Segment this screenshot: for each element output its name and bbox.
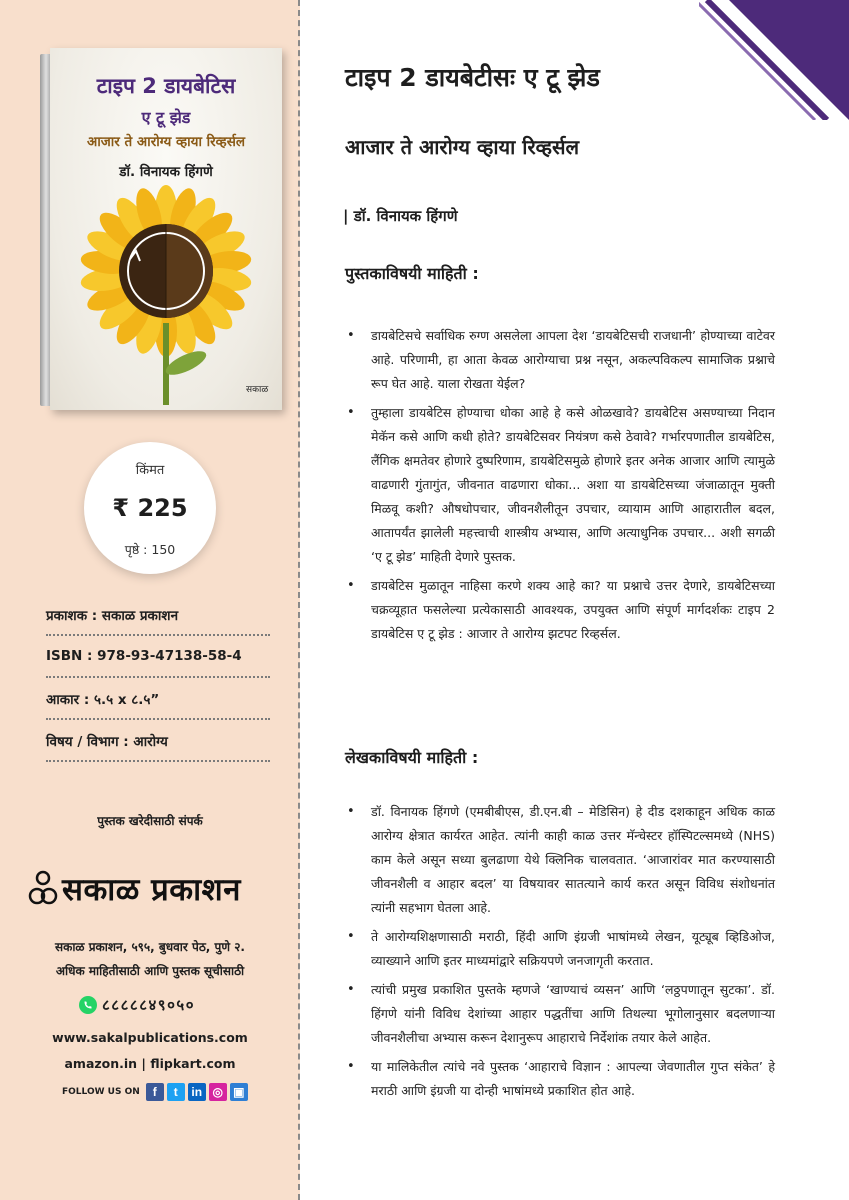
cover-publisher-mark: सकाळ — [246, 385, 269, 395]
linkedin-icon[interactable]: in — [188, 1083, 206, 1101]
divider — [46, 676, 270, 678]
list-item: • डायबेटिसचे सर्वाधिक रुग्ण असलेला आपला देश ‘डायबेटिसची राजधानी’ होण्याच्या वाटेवर आहे. परिणामी, हा आता केवळ आरोग्याचा प्रश्न नसून, अकल्पविकल्प सामाजिक प्रश्नाचे रूप घेत आहे. याला रोखता येईल? — [345, 324, 775, 396]
list-item: • डॉ. विनायक हिंगणे (एमबीबीएस, डी.एन.बी – मेडिसिन) हे दीड दशकाहून अधिक काळ आरोग्य क्षेत्रात कार्यरत आहेत. त्यांनी काही काळ उत्तर मॅन्चेस्टर हॉस्पिटल्समध्ये (NHS) काम केले असून सध्या बुलढाणा येथे क्लिनिक चालवतात. ‘आजारांवर मात करण्यासाठी जीवनशैली व आहार बदल’ या विषयावर सातत्याने कार्य करत असून विविध संशोधनांत त्यांनी सहभाग घेतला आहे. — [345, 800, 775, 920]
info-line: अधिक माहितीसाठी आणि पुस्तक सूचीसाठी — [55, 964, 245, 978]
social-row — [62, 1083, 251, 1101]
divider — [46, 634, 270, 636]
cover-title: टाइप 2 डायबेटिस — [96, 74, 236, 98]
list-item: • तुम्हाला डायबेटिस होण्याचा धोका आहे हे कसे ओळखावे? डायबेटिस असण्याच्या निदान मेकॅन कसे आणि कधी होते? डायबेटिसवर नियंत्रण कसे ठेवावे? गर्भारपणातील डायबेटिस, लैंगिक क्षमतेवर होणारे दुष्परिणाम, डायबेटिसमुळे होणारे इतर अनेक आजार आणि त्यामुळे वाढणारी गुंतागुंत, जीवनात वाढणारा धोका... अशा या डायबेटिसच्या जंजाळातून मुक्ती मिळवू कशी? औषधोपचार, जीवनशैलीतून उपचार, व्यायाम आणि आहारातील बदल, आतापर्यंत झालेली महत्त्वाची शास्त्रीय अभ्यास, आणि अत्याधुनिक उपचार... अशी सगळी ‘ए टू झेड’ माहिती देणारे पुस्तक. — [345, 401, 775, 569]
page-count: पृष्ठे : 150 — [124, 542, 176, 557]
phone-row[interactable] — [78, 995, 195, 1015]
book-cover — [50, 48, 282, 410]
divider — [46, 760, 270, 762]
publisher-logo — [28, 868, 241, 910]
sidebar — [0, 0, 300, 1200]
facebook-icon[interactable]: f — [146, 1083, 164, 1101]
list-item: • ते आरोग्यशिक्षणासाठी मराठी, हिंदी आणि इंग्रजी भाषांमध्ये लेखन, यूट्यूब व्हिडिओज, व्याख्याने आणि इतर माध्यमांद्वारे सक्रियपणे जनजागृती करतात. — [345, 925, 775, 973]
price-label: किंमत — [135, 463, 165, 478]
isbn-info: ISBN : 978-93-47138-58-4 — [46, 648, 242, 664]
store-links[interactable]: amazon.in | flipkart.com — [64, 1056, 236, 1071]
book-subtitle: आजार ते आरोग्य व्हाया रिव्हर्सल — [345, 135, 580, 159]
size-info: आकार : ५.५ x ८.५” — [46, 692, 160, 708]
twitter-icon[interactable]: t — [167, 1083, 185, 1101]
address: सकाळ प्रकाशन, ५९५, बुधवार पेठ, पुणे २. — [55, 940, 245, 954]
cover-tagline: आजार ते आरोग्य व्हाया रिव्हर्सल — [86, 134, 246, 150]
about-book-list — [345, 324, 775, 651]
list-item: • डायबेटिस मुळातून नाहिसा करणे शक्य आहे का? या प्रश्नाचे उत्तर देणारे, डायबेटिसच्या चक्रव्यूहात फसलेल्या प्रत्येकासाठी आवश्यक, उपयुक्त आणि संपूर्ण मार्गदर्शकः टाइप 2 डायबेटिस ए टू झेड : आजार ते आरोग्य झटपट रिव्हर्सल. — [345, 574, 775, 646]
cover-subtitle: ए टू झेड — [141, 108, 191, 127]
list-item: • या मालिकेतील त्यांचे नवे पुस्तक ‘आहाराचे विज्ञान : आपल्या जेवणातील गुप्त संकेत’ हे मराठी आणि इंग्रजी या दोन्ही भाषांमध्ये प्रकाशित होत आहे. — [345, 1055, 775, 1103]
author-name: | डॉ. विनायक हिंगणे — [343, 207, 458, 225]
divider — [46, 718, 270, 720]
book-title: टाइप 2 डायबेटीसः ए टू झेड — [345, 63, 600, 92]
cover-author: डॉ. विनायक हिंगणे — [119, 164, 213, 180]
about-book-heading: पुस्तकाविषयी माहिती : — [345, 264, 479, 283]
price-badge — [84, 442, 216, 574]
about-author-heading: लेखकाविषयी माहिती : — [345, 748, 479, 767]
sunflower-illustration — [50, 173, 282, 405]
corner-decoration — [699, 0, 849, 120]
website-link[interactable]: www.sakalpublications.com — [52, 1030, 248, 1045]
price-value: ₹ 225 — [112, 494, 188, 522]
sakal-logo-icon — [28, 869, 58, 909]
subject-info: विषय / विभाग : आरोग्य — [46, 734, 168, 750]
follow-label: FOLLOW US ON — [62, 1087, 140, 1097]
instagram-icon[interactable]: ◎ — [209, 1083, 227, 1101]
book-cover-image — [40, 48, 284, 412]
book-spine — [40, 54, 50, 406]
about-author-list — [345, 800, 775, 1108]
contact-title: पुस्तक खरेदीसाठी संपर्क — [97, 814, 203, 828]
list-item: • त्यांची प्रमुख प्रकाशित पुस्तके म्हणजे ‘खाण्याचं व्यसन’ आणि ‘लठ्ठपणातून सुटका’. डॉ. हिंगणे यांनी विविध देशांच्या आहार पद्धतींचा आणि तिथल्या भूगोलानुसार बदलणाऱ्या जीवनशैलीचा अभ्यास करून देशानुरूप आहाराचे निर्देशांक तयार केले आहेत. — [345, 978, 775, 1050]
whatsapp-icon — [78, 995, 98, 1015]
publisher-info: प्रकाशक : सकाळ प्रकाशन — [46, 608, 179, 624]
store-icon[interactable]: ▣ — [230, 1083, 248, 1101]
publisher-logo-text: सकाळ प्रकाशन — [62, 872, 241, 908]
phone-number[interactable]: ८८८८८४९०५० — [102, 996, 196, 1014]
